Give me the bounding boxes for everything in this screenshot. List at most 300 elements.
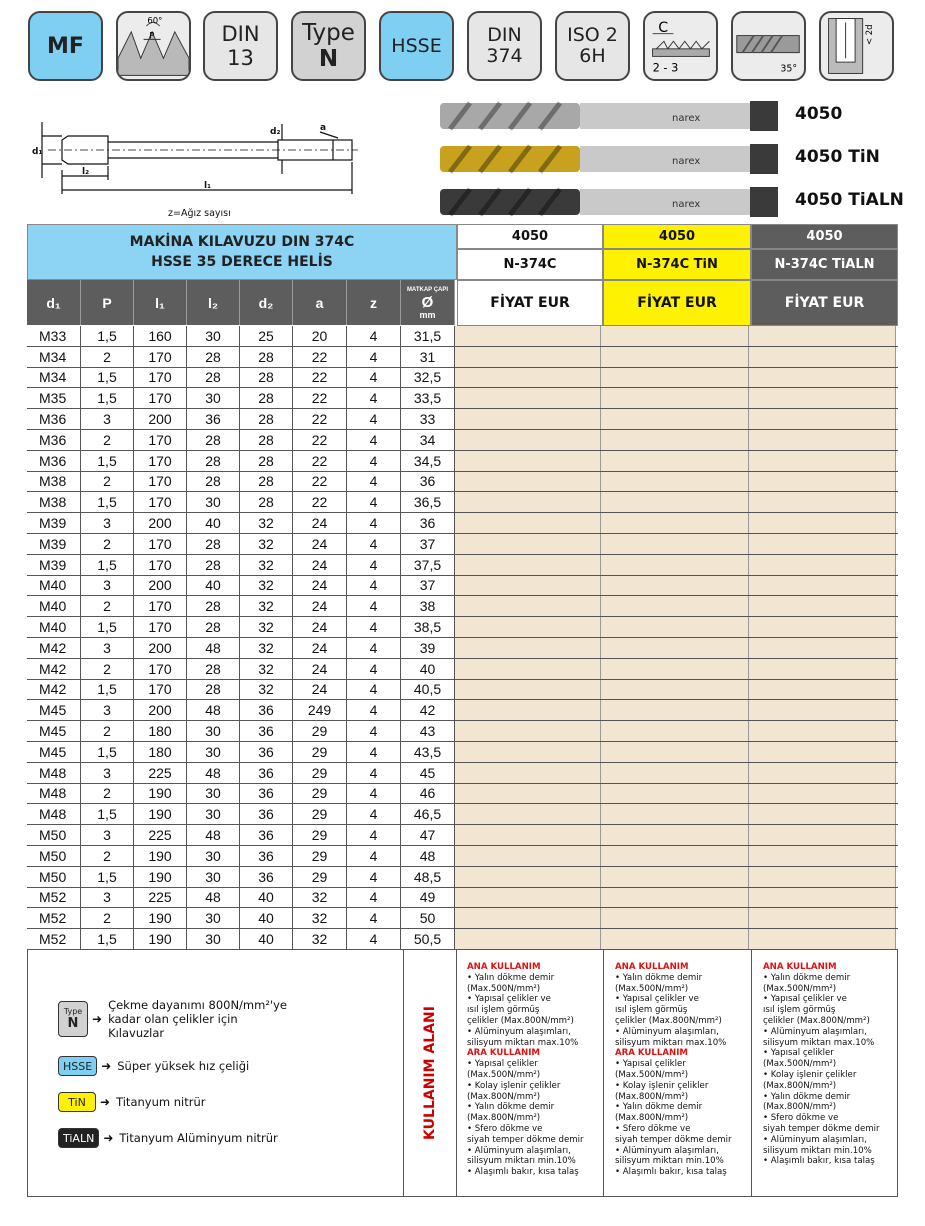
price-cell bbox=[601, 846, 749, 866]
din374-badge bbox=[467, 11, 542, 81]
cell-d1: M48 bbox=[27, 784, 81, 804]
price-cell bbox=[455, 617, 601, 637]
price-cell bbox=[749, 326, 896, 346]
legend-item bbox=[58, 1092, 205, 1112]
usage-line: • Sfero dökme ve bbox=[615, 1123, 691, 1134]
cell-a: 24 bbox=[293, 513, 347, 533]
din374-line1: DIN bbox=[487, 24, 522, 46]
type-n-badge bbox=[291, 11, 366, 81]
cell-z: 4 bbox=[347, 388, 401, 408]
table-row bbox=[27, 555, 898, 576]
svg-text:l₂: l₂ bbox=[82, 167, 90, 177]
cell-l1: 170 bbox=[134, 451, 187, 471]
cell-z: 4 bbox=[347, 409, 401, 429]
price-cell bbox=[749, 534, 896, 554]
cell-d2: 36 bbox=[240, 867, 293, 887]
price-cell bbox=[601, 409, 749, 429]
price-cell bbox=[749, 929, 896, 949]
cell-z: 4 bbox=[347, 659, 401, 679]
table-row bbox=[27, 784, 898, 805]
usage-line: siyah temper dökme demir bbox=[467, 1134, 584, 1145]
price-cell bbox=[601, 513, 749, 533]
price-cell bbox=[749, 617, 896, 637]
col-header-d2: d₂ bbox=[240, 280, 293, 325]
price-cell bbox=[601, 929, 749, 949]
cell-p: 2 bbox=[81, 908, 134, 928]
usage-col-4050 bbox=[457, 950, 604, 1196]
usage-line: • Yalın dökme demir bbox=[615, 972, 703, 983]
usage-line: silisyum miktarı max.10% bbox=[615, 1037, 727, 1048]
arrow-icon: ➜ bbox=[103, 1131, 114, 1145]
cell-a: 29 bbox=[293, 784, 347, 804]
cell-drill: 43 bbox=[401, 721, 455, 741]
legend-item bbox=[58, 1128, 278, 1148]
helix-badge bbox=[731, 11, 806, 81]
cell-d2: 32 bbox=[240, 617, 293, 637]
usage-heading: ANA KULLANIM bbox=[615, 962, 689, 972]
cell-a: 22 bbox=[293, 451, 347, 471]
price-cell bbox=[455, 680, 601, 700]
usage-line: ısıl işlem görmüş bbox=[467, 1005, 540, 1016]
price-cell bbox=[455, 555, 601, 575]
legend-badge bbox=[58, 1056, 97, 1076]
cell-l2: 48 bbox=[187, 763, 240, 783]
cell-p: 1,5 bbox=[81, 326, 134, 346]
usage-line: • Kolay işlenir çelikler bbox=[467, 1080, 561, 1091]
usage-line: ısıl işlem görmüş bbox=[615, 1005, 688, 1016]
usage-col-4050-tialn bbox=[753, 950, 899, 1196]
cell-a: 29 bbox=[293, 721, 347, 741]
cell-l1: 180 bbox=[134, 721, 187, 741]
usage-line: • Kolay işlenir çelikler bbox=[763, 1069, 857, 1080]
usage-line: çelikler (Max.800N/mm²) bbox=[467, 1015, 574, 1026]
cell-a: 20 bbox=[293, 326, 347, 346]
cell-p: 3 bbox=[81, 888, 134, 908]
col-header-l2: l₂ bbox=[187, 280, 240, 325]
price-cell bbox=[455, 888, 601, 908]
cell-p: 1,5 bbox=[81, 680, 134, 700]
cell-a: 32 bbox=[293, 888, 347, 908]
price-cell bbox=[601, 742, 749, 762]
cell-l2: 28 bbox=[187, 596, 240, 616]
cell-a: 24 bbox=[293, 659, 347, 679]
cell-drill: 40,5 bbox=[401, 680, 455, 700]
price-cell bbox=[455, 804, 601, 824]
price-cell bbox=[601, 784, 749, 804]
price-cell bbox=[455, 784, 601, 804]
cell-a: 249 bbox=[293, 700, 347, 720]
cell-z: 4 bbox=[347, 451, 401, 471]
usage-line: • Alüminyum alaşımları, bbox=[763, 1026, 867, 1037]
price-cell bbox=[455, 430, 601, 450]
cell-l1: 180 bbox=[134, 742, 187, 762]
price-cell bbox=[601, 908, 749, 928]
cell-d1: M33 bbox=[27, 326, 81, 346]
price-cell bbox=[455, 492, 601, 512]
cell-d2: 32 bbox=[240, 534, 293, 554]
legend-badge-top: TiN bbox=[68, 1095, 86, 1109]
cell-l2: 30 bbox=[187, 784, 240, 804]
price-cell bbox=[749, 638, 896, 658]
price-col-code: 4050 bbox=[751, 224, 898, 249]
cell-d1: M40 bbox=[27, 576, 81, 596]
cell-d1: M39 bbox=[27, 534, 81, 554]
cell-a: 32 bbox=[293, 908, 347, 928]
cell-drill: 38 bbox=[401, 596, 455, 616]
cell-a: 24 bbox=[293, 638, 347, 658]
product-name-4050-tin: 4050 TiN bbox=[795, 147, 880, 167]
cell-a: 22 bbox=[293, 430, 347, 450]
price-cell bbox=[601, 680, 749, 700]
price-col-sub: N-374C TiALN bbox=[751, 249, 898, 280]
price-cell bbox=[749, 742, 896, 762]
usage-line: • Alüminyum alaşımları, bbox=[615, 1026, 719, 1037]
price-cell bbox=[601, 534, 749, 554]
cell-drill: 37,5 bbox=[401, 555, 455, 575]
product-name-4050-tialn: 4050 TiALN bbox=[795, 190, 904, 210]
table-row bbox=[27, 888, 898, 909]
usage-line: • Yapısal çelikler ve bbox=[763, 994, 847, 1005]
price-cell bbox=[601, 347, 749, 367]
tap-image-4050-tialn bbox=[440, 183, 780, 219]
col-header-a: a bbox=[293, 280, 347, 325]
hsse-label: HSSE bbox=[391, 34, 442, 57]
usage-line: silisyum miktarı min.10% bbox=[763, 1145, 872, 1156]
cell-l2: 48 bbox=[187, 700, 240, 720]
price-cell bbox=[749, 846, 896, 866]
table-row bbox=[27, 492, 898, 513]
cell-d2: 36 bbox=[240, 721, 293, 741]
cell-l2: 28 bbox=[187, 430, 240, 450]
price-cell bbox=[455, 867, 601, 887]
legend-text bbox=[119, 1131, 277, 1145]
cell-p: 1,5 bbox=[81, 867, 134, 887]
usage-line: siyah temper dökme demir bbox=[763, 1123, 880, 1134]
table-title-line2: HSSE 35 DERECE HELİS bbox=[151, 254, 333, 270]
cell-z: 4 bbox=[347, 804, 401, 824]
svg-text:60°: 60° bbox=[147, 16, 163, 27]
cell-d2: 28 bbox=[240, 409, 293, 429]
cell-d1: M36 bbox=[27, 430, 81, 450]
cell-d1: M52 bbox=[27, 929, 81, 949]
cell-l2: 30 bbox=[187, 867, 240, 887]
cell-drill: 46,5 bbox=[401, 804, 455, 824]
cell-l1: 160 bbox=[134, 326, 187, 346]
cell-l1: 170 bbox=[134, 617, 187, 637]
cell-p: 1,5 bbox=[81, 555, 134, 575]
price-cell bbox=[749, 451, 896, 471]
cell-l2: 40 bbox=[187, 576, 240, 596]
usage-heading: ANA KULLANIM bbox=[763, 962, 837, 972]
cell-drill: 42 bbox=[401, 700, 455, 720]
price-cell bbox=[455, 451, 601, 471]
legend-text bbox=[117, 1059, 249, 1073]
cell-d1: M48 bbox=[27, 804, 81, 824]
price-cell bbox=[601, 700, 749, 720]
cell-d1: M42 bbox=[27, 680, 81, 700]
usage-line: • Yalın dökme demir bbox=[467, 1102, 555, 1113]
table-row bbox=[27, 804, 898, 825]
price-cell bbox=[455, 472, 601, 492]
cell-p: 1,5 bbox=[81, 388, 134, 408]
usage-line: • Yalın dökme demir bbox=[763, 972, 851, 983]
arrow-icon: ➜ bbox=[101, 1059, 112, 1073]
cell-z: 4 bbox=[347, 617, 401, 637]
svg-text:narex: narex bbox=[672, 156, 701, 167]
cell-z: 4 bbox=[347, 908, 401, 928]
cell-d1: M35 bbox=[27, 388, 81, 408]
cell-drill: 33 bbox=[401, 409, 455, 429]
thread-profile-icon bbox=[118, 11, 189, 81]
price-cell bbox=[601, 804, 749, 824]
cell-drill: 32,5 bbox=[401, 368, 455, 388]
legend-badge bbox=[58, 1128, 99, 1148]
cell-p: 2 bbox=[81, 721, 134, 741]
price-cell bbox=[749, 409, 896, 429]
price-cell bbox=[455, 763, 601, 783]
svg-text:< 2d: < 2d bbox=[865, 24, 876, 46]
cell-l1: 170 bbox=[134, 680, 187, 700]
price-cell bbox=[749, 596, 896, 616]
usage-line: • Sfero dökme ve bbox=[763, 1113, 839, 1124]
cell-l1: 170 bbox=[134, 472, 187, 492]
price-cell bbox=[455, 742, 601, 762]
svg-text:35°: 35° bbox=[780, 63, 798, 75]
cell-l2: 28 bbox=[187, 368, 240, 388]
cell-d2: 25 bbox=[240, 326, 293, 346]
tap-dimension-drawing bbox=[28, 110, 358, 220]
price-cell bbox=[455, 513, 601, 533]
table-row bbox=[27, 721, 898, 742]
table-row bbox=[27, 451, 898, 472]
usage-line: • Alaşımlı bakır, kısa talaş bbox=[763, 1156, 875, 1167]
cell-d2: 32 bbox=[240, 576, 293, 596]
legend-badge-top: Type bbox=[63, 1007, 83, 1016]
table-row bbox=[27, 388, 898, 409]
svg-text:l₁: l₁ bbox=[204, 181, 212, 191]
cell-a: 29 bbox=[293, 825, 347, 845]
cell-a: 22 bbox=[293, 368, 347, 388]
cell-p: 2 bbox=[81, 472, 134, 492]
cell-l2: 48 bbox=[187, 825, 240, 845]
price-table-body bbox=[27, 326, 898, 950]
col-header-d1: d₁ bbox=[27, 280, 81, 325]
price-cell bbox=[455, 638, 601, 658]
chamfer-icon bbox=[645, 11, 716, 81]
cell-d1: M40 bbox=[27, 596, 81, 616]
cell-p: 2 bbox=[81, 846, 134, 866]
thread-profile-badge bbox=[116, 11, 191, 81]
cell-l1: 190 bbox=[134, 867, 187, 887]
price-cell bbox=[749, 388, 896, 408]
din374-line2: 374 bbox=[486, 45, 523, 67]
cell-drill: 49 bbox=[401, 888, 455, 908]
price-col-code: 4050 bbox=[603, 224, 751, 249]
cell-d2: 32 bbox=[240, 659, 293, 679]
cell-l1: 225 bbox=[134, 825, 187, 845]
usage-line: (Max.800N/mm²) bbox=[615, 1091, 689, 1102]
cell-l2: 30 bbox=[187, 492, 240, 512]
price-cell bbox=[749, 700, 896, 720]
price-cell bbox=[749, 680, 896, 700]
price-cell bbox=[601, 451, 749, 471]
price-col-label: FİYAT EUR bbox=[751, 280, 898, 326]
cell-p: 2 bbox=[81, 596, 134, 616]
cell-l1: 190 bbox=[134, 929, 187, 949]
cell-d2: 28 bbox=[240, 451, 293, 471]
price-cell bbox=[601, 596, 749, 616]
table-row bbox=[27, 929, 898, 950]
cell-drill: 46 bbox=[401, 784, 455, 804]
cell-d1: M45 bbox=[27, 721, 81, 741]
cell-l2: 36 bbox=[187, 409, 240, 429]
cell-p: 1,5 bbox=[81, 492, 134, 512]
table-row bbox=[27, 700, 898, 721]
cell-p: 1,5 bbox=[81, 617, 134, 637]
helix-tap-icon bbox=[733, 11, 804, 81]
cell-z: 4 bbox=[347, 596, 401, 616]
cell-d1: M39 bbox=[27, 513, 81, 533]
mf-badge bbox=[28, 11, 103, 81]
price-cell bbox=[601, 430, 749, 450]
usage-line: silisyum miktarı min.10% bbox=[467, 1156, 576, 1167]
cell-p: 2 bbox=[81, 659, 134, 679]
price-cell bbox=[455, 347, 601, 367]
usage-line: ısıl işlem görmüş bbox=[763, 1005, 836, 1016]
cell-z: 4 bbox=[347, 555, 401, 575]
cell-drill: 33,5 bbox=[401, 388, 455, 408]
cell-p: 3 bbox=[81, 638, 134, 658]
svg-text:2 - 3: 2 - 3 bbox=[652, 60, 679, 75]
price-cell bbox=[455, 388, 601, 408]
cell-d1: M34 bbox=[27, 368, 81, 388]
iso-badge bbox=[555, 11, 630, 81]
cell-p: 3 bbox=[81, 513, 134, 533]
legend-badge-bottom: N bbox=[67, 1016, 79, 1031]
legend-usage-section bbox=[27, 949, 898, 1197]
price-cell bbox=[601, 555, 749, 575]
cell-l2: 48 bbox=[187, 888, 240, 908]
cell-d1: M36 bbox=[27, 409, 81, 429]
price-cell bbox=[749, 576, 896, 596]
usage-line: (Max.500N/mm²) bbox=[615, 1069, 689, 1080]
price-cell bbox=[749, 472, 896, 492]
cell-l1: 225 bbox=[134, 888, 187, 908]
cell-drill: 36 bbox=[401, 472, 455, 492]
drill-header-unit: mm bbox=[419, 309, 436, 320]
usage-line: • Sfero dökme ve bbox=[467, 1123, 543, 1134]
price-cell bbox=[601, 659, 749, 679]
cell-a: 29 bbox=[293, 846, 347, 866]
cell-d2: 28 bbox=[240, 472, 293, 492]
legend-text bbox=[116, 1095, 205, 1109]
usage-line: • Alüminyum alaşımları, bbox=[467, 1145, 571, 1156]
cell-drill: 48 bbox=[401, 846, 455, 866]
table-row bbox=[27, 347, 898, 368]
cell-l1: 225 bbox=[134, 763, 187, 783]
usage-line: • Alüminyum alaşımları, bbox=[763, 1134, 867, 1145]
cell-z: 4 bbox=[347, 326, 401, 346]
usage-line: siyah temper dökme demir bbox=[615, 1134, 732, 1145]
cell-p: 1,5 bbox=[81, 804, 134, 824]
price-col-sub: N-374C TiN bbox=[603, 249, 751, 280]
cell-a: 24 bbox=[293, 680, 347, 700]
product-name-4050: 4050 bbox=[795, 104, 843, 124]
svg-text:d₁: d₁ bbox=[32, 147, 43, 157]
usage-line: (Max.500N/mm²) bbox=[467, 983, 541, 994]
price-cell bbox=[455, 659, 601, 679]
cell-d1: M52 bbox=[27, 908, 81, 928]
cell-d1: M48 bbox=[27, 763, 81, 783]
cell-z: 4 bbox=[347, 492, 401, 512]
cell-d2: 28 bbox=[240, 347, 293, 367]
cell-z: 4 bbox=[347, 430, 401, 450]
price-cell bbox=[601, 576, 749, 596]
price-cell bbox=[601, 721, 749, 741]
price-cell bbox=[455, 368, 601, 388]
cell-a: 24 bbox=[293, 576, 347, 596]
cell-l2: 30 bbox=[187, 388, 240, 408]
svg-text:d₂: d₂ bbox=[270, 127, 281, 137]
usage-line: (Max.500N/mm²) bbox=[763, 1059, 837, 1070]
price-cell bbox=[749, 430, 896, 450]
usage-line: • Alüminyum alaşımları, bbox=[615, 1145, 719, 1156]
table-row bbox=[27, 430, 898, 451]
cell-z: 4 bbox=[347, 867, 401, 887]
cell-a: 22 bbox=[293, 409, 347, 429]
cell-l2: 30 bbox=[187, 929, 240, 949]
cell-a: 22 bbox=[293, 347, 347, 367]
table-row bbox=[27, 763, 898, 784]
cell-p: 1,5 bbox=[81, 368, 134, 388]
table-row bbox=[27, 846, 898, 867]
cell-l2: 28 bbox=[187, 451, 240, 471]
legend-text-line: kadar olan çelikler için bbox=[108, 1012, 238, 1026]
cell-p: 3 bbox=[81, 763, 134, 783]
cell-d1: M36 bbox=[27, 451, 81, 471]
cell-l1: 190 bbox=[134, 804, 187, 824]
cell-l1: 170 bbox=[134, 430, 187, 450]
cell-d1: M50 bbox=[27, 825, 81, 845]
cell-d2: 28 bbox=[240, 430, 293, 450]
usage-line: (Max.500N/mm²) bbox=[615, 983, 689, 994]
cell-drill: 47 bbox=[401, 825, 455, 845]
drill-header-top: MATKAP ÇAPI bbox=[406, 286, 449, 293]
price-cell bbox=[455, 929, 601, 949]
cell-l2: 30 bbox=[187, 908, 240, 928]
type-letter: N bbox=[318, 46, 339, 72]
legend-badge bbox=[58, 1092, 96, 1112]
price-col-code: 4050 bbox=[457, 224, 603, 249]
cell-drill: 39 bbox=[401, 638, 455, 658]
cell-z: 4 bbox=[347, 534, 401, 554]
cell-z: 4 bbox=[347, 763, 401, 783]
hsse-badge bbox=[379, 11, 454, 81]
cell-z: 4 bbox=[347, 784, 401, 804]
cell-a: 29 bbox=[293, 742, 347, 762]
price-cell bbox=[749, 513, 896, 533]
legend-badge-top: HSSE bbox=[63, 1059, 93, 1073]
cell-a: 24 bbox=[293, 596, 347, 616]
cell-l2: 30 bbox=[187, 721, 240, 741]
cell-z: 4 bbox=[347, 513, 401, 533]
cell-a: 22 bbox=[293, 472, 347, 492]
cell-z: 4 bbox=[347, 638, 401, 658]
usage-line: çelikler (Max.800N/mm²) bbox=[615, 1015, 722, 1026]
col-header-z: z bbox=[347, 280, 401, 325]
price-cell bbox=[455, 596, 601, 616]
cell-z: 4 bbox=[347, 888, 401, 908]
